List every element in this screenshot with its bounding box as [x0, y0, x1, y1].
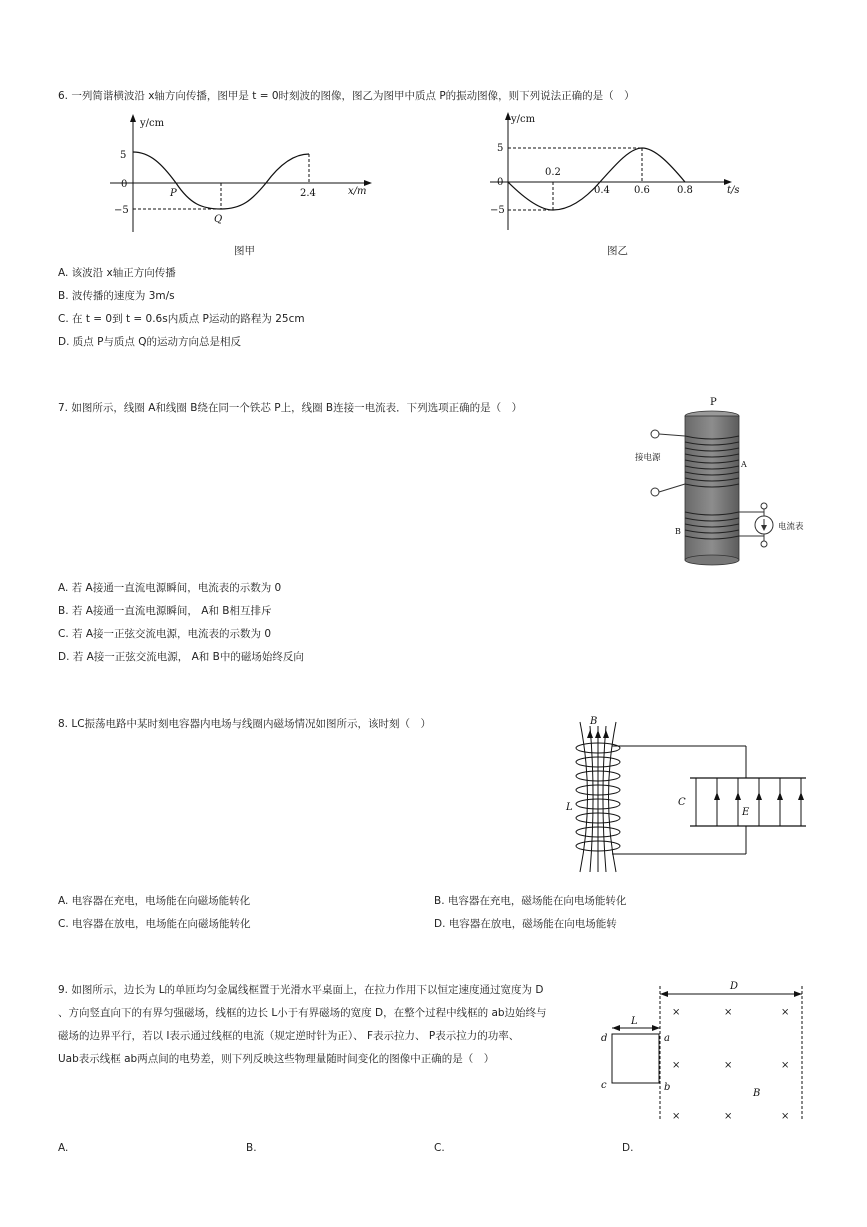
q6-option-a[interactable]: A. 该波沿 x轴正方向传播 [58, 267, 176, 279]
q9-stem-line4: Uab表示线框 ab两点间的电势差，则下列反映这些物理量随时间变化的图像中正确的是（ ） [58, 1053, 495, 1065]
q8-option-a[interactable]: A. 电容器在充电，电场能在向磁场能转化 [58, 895, 251, 907]
q9-cross: × [781, 1111, 790, 1122]
q8-e-label: E [742, 807, 750, 818]
q9-field-figure [598, 978, 808, 1123]
q9-cross: × [672, 1111, 681, 1122]
q6-f1-ytick-5: 5 [120, 150, 127, 161]
q9-c-label: c [601, 1080, 607, 1091]
q9-option-b[interactable]: B. [246, 1142, 257, 1154]
q7-core-label: P [710, 397, 717, 408]
q6-option-c[interactable]: C. 在 t = 0到 t = 0.6s内质点 P运动的路程为 25cm [58, 313, 305, 325]
q8-field-lines [580, 722, 616, 872]
q6-f2-xlabel: t/s [727, 185, 740, 196]
q9-cross: × [724, 1007, 733, 1018]
q6-stem: 6. 一列简谐横波沿 x轴方向传播，图甲是 t = 0时刻波的图像，图乙为图甲中质点 P的振动图像，则下列说法正确的是（ ） [58, 90, 635, 102]
q9-cross: × [781, 1060, 790, 1071]
q6-f2-xtick-0.6: 0.6 [634, 185, 650, 196]
q9-l-label: L [631, 1016, 638, 1027]
q6-f1-xlabel: x/m [348, 186, 367, 197]
q6-option-d[interactable]: D. 质点 P与质点 Q的运动方向总是相反 [58, 336, 242, 348]
q6-option-b[interactable]: B. 波传播的速度为 3m/s [58, 290, 175, 302]
q6-point-q: Q [214, 214, 223, 225]
q7-option-d[interactable]: D. 若 A接一正弦交流电源， A和 B中的磁场始终反向 [58, 651, 304, 663]
q8-l-label: L [566, 802, 573, 813]
q9-a-label: a [664, 1033, 670, 1044]
q9-stem-line3: 磁场的边界平行，若以 I表示通过线框的电流（规定逆时针为正）、 F表示拉力、 P表示拉力的功率、 [58, 1030, 520, 1042]
q6-figure-vibration [490, 110, 760, 240]
q9-wire-frame [612, 1034, 659, 1083]
q6-f2-xtick-0.2: 0.2 [545, 167, 561, 178]
q6-fig2-caption: 图乙 [607, 245, 628, 257]
q9-cross: × [672, 1060, 681, 1071]
q8-option-c[interactable]: C. 电容器在放电，电场能在向磁场能转化 [58, 918, 251, 930]
q6-figure-wave [110, 112, 380, 242]
q8-e-field [696, 778, 801, 826]
q8-stem: 8. LC振荡电路中某时刻电容器内电场与线圈内磁场情况如图所示，该时刻（ ） [58, 718, 432, 730]
q9-cross: × [781, 1007, 790, 1018]
q6-f2-xtick-0.4: 0.4 [594, 185, 610, 196]
q6-vibration-curve [508, 148, 685, 210]
q6-f1-ytick-0: 0 [121, 179, 128, 190]
q7-stem: 7. 如图所示，线圈 A和线圈 B绕在同一个铁芯 P上，线圈 B连接一电流表．下列选项正确的是（ ） [58, 402, 523, 414]
q9-field-label: B [753, 1088, 761, 1099]
q9-b-label: b [664, 1082, 671, 1093]
q9-stem-line2: 、方向竖直向下的有界匀强磁场，线框的边长 L小于有界磁场的宽度 D，在整个过程中线框的 ab边始终与 [58, 1007, 547, 1019]
q7-option-c[interactable]: C. 若 A接一正弦交流电源，电流表的示数为 0 [58, 628, 272, 640]
q9-d-label: d [601, 1033, 608, 1044]
q6-f2-ytick-5: 5 [497, 143, 504, 154]
q7-coil-b-label: B [675, 527, 681, 536]
q9-stem-line1: 9. 如图所示，边长为 L的单匝均匀金属线框置于光滑水平桌面上，在拉力作用下以恒定速度通过宽度为 D [58, 984, 544, 996]
q9-cross: × [724, 1111, 733, 1122]
q6-f1-ylabel: y/cm [140, 118, 165, 129]
q9-option-d[interactable]: D. [622, 1142, 634, 1154]
q8-b-label: B [590, 716, 598, 727]
q8-option-b[interactable]: B. 电容器在充电，磁场能在向电场能转化 [434, 895, 627, 907]
q7-source-label: 接电源 [635, 453, 661, 463]
q9-cross: × [672, 1007, 681, 1018]
q7-meter-label: 电流表 [778, 522, 804, 532]
q6-f2-ytick-0: 0 [497, 177, 504, 188]
q6-f2-xtick-0.8: 0.8 [677, 185, 693, 196]
q7-option-b[interactable]: B. 若 A接通一直流电源瞬间， A和 B相互排斥 [58, 605, 272, 617]
q6-f2-ytick-neg5: −5 [490, 205, 505, 216]
q6-f1-ytick-neg5: −5 [114, 205, 129, 216]
q9-cross: × [724, 1060, 733, 1071]
q7-coil-a-label: A [741, 460, 747, 469]
q7-option-a[interactable]: A. 若 A接通一直流电源瞬间，电流表的示数为 0 [58, 582, 282, 594]
q9-option-a[interactable]: A. [58, 1142, 69, 1154]
q6-f1-xtick: 2.4 [300, 188, 316, 199]
q6-fig1-caption: 图甲 [234, 245, 255, 257]
q8-option-d[interactable]: D. 电容器在放电，磁场能在向电场能转 [434, 918, 617, 930]
q9-d-width-label: D [730, 981, 739, 992]
q8-c-label: C [678, 797, 686, 808]
q9-option-c[interactable]: C. [434, 1142, 445, 1154]
q8-lc-figure [560, 712, 810, 877]
q6-point-p: P [170, 188, 177, 199]
q7-coil-figure [628, 394, 818, 566]
q6-f2-ylabel: y/cm [511, 114, 536, 125]
